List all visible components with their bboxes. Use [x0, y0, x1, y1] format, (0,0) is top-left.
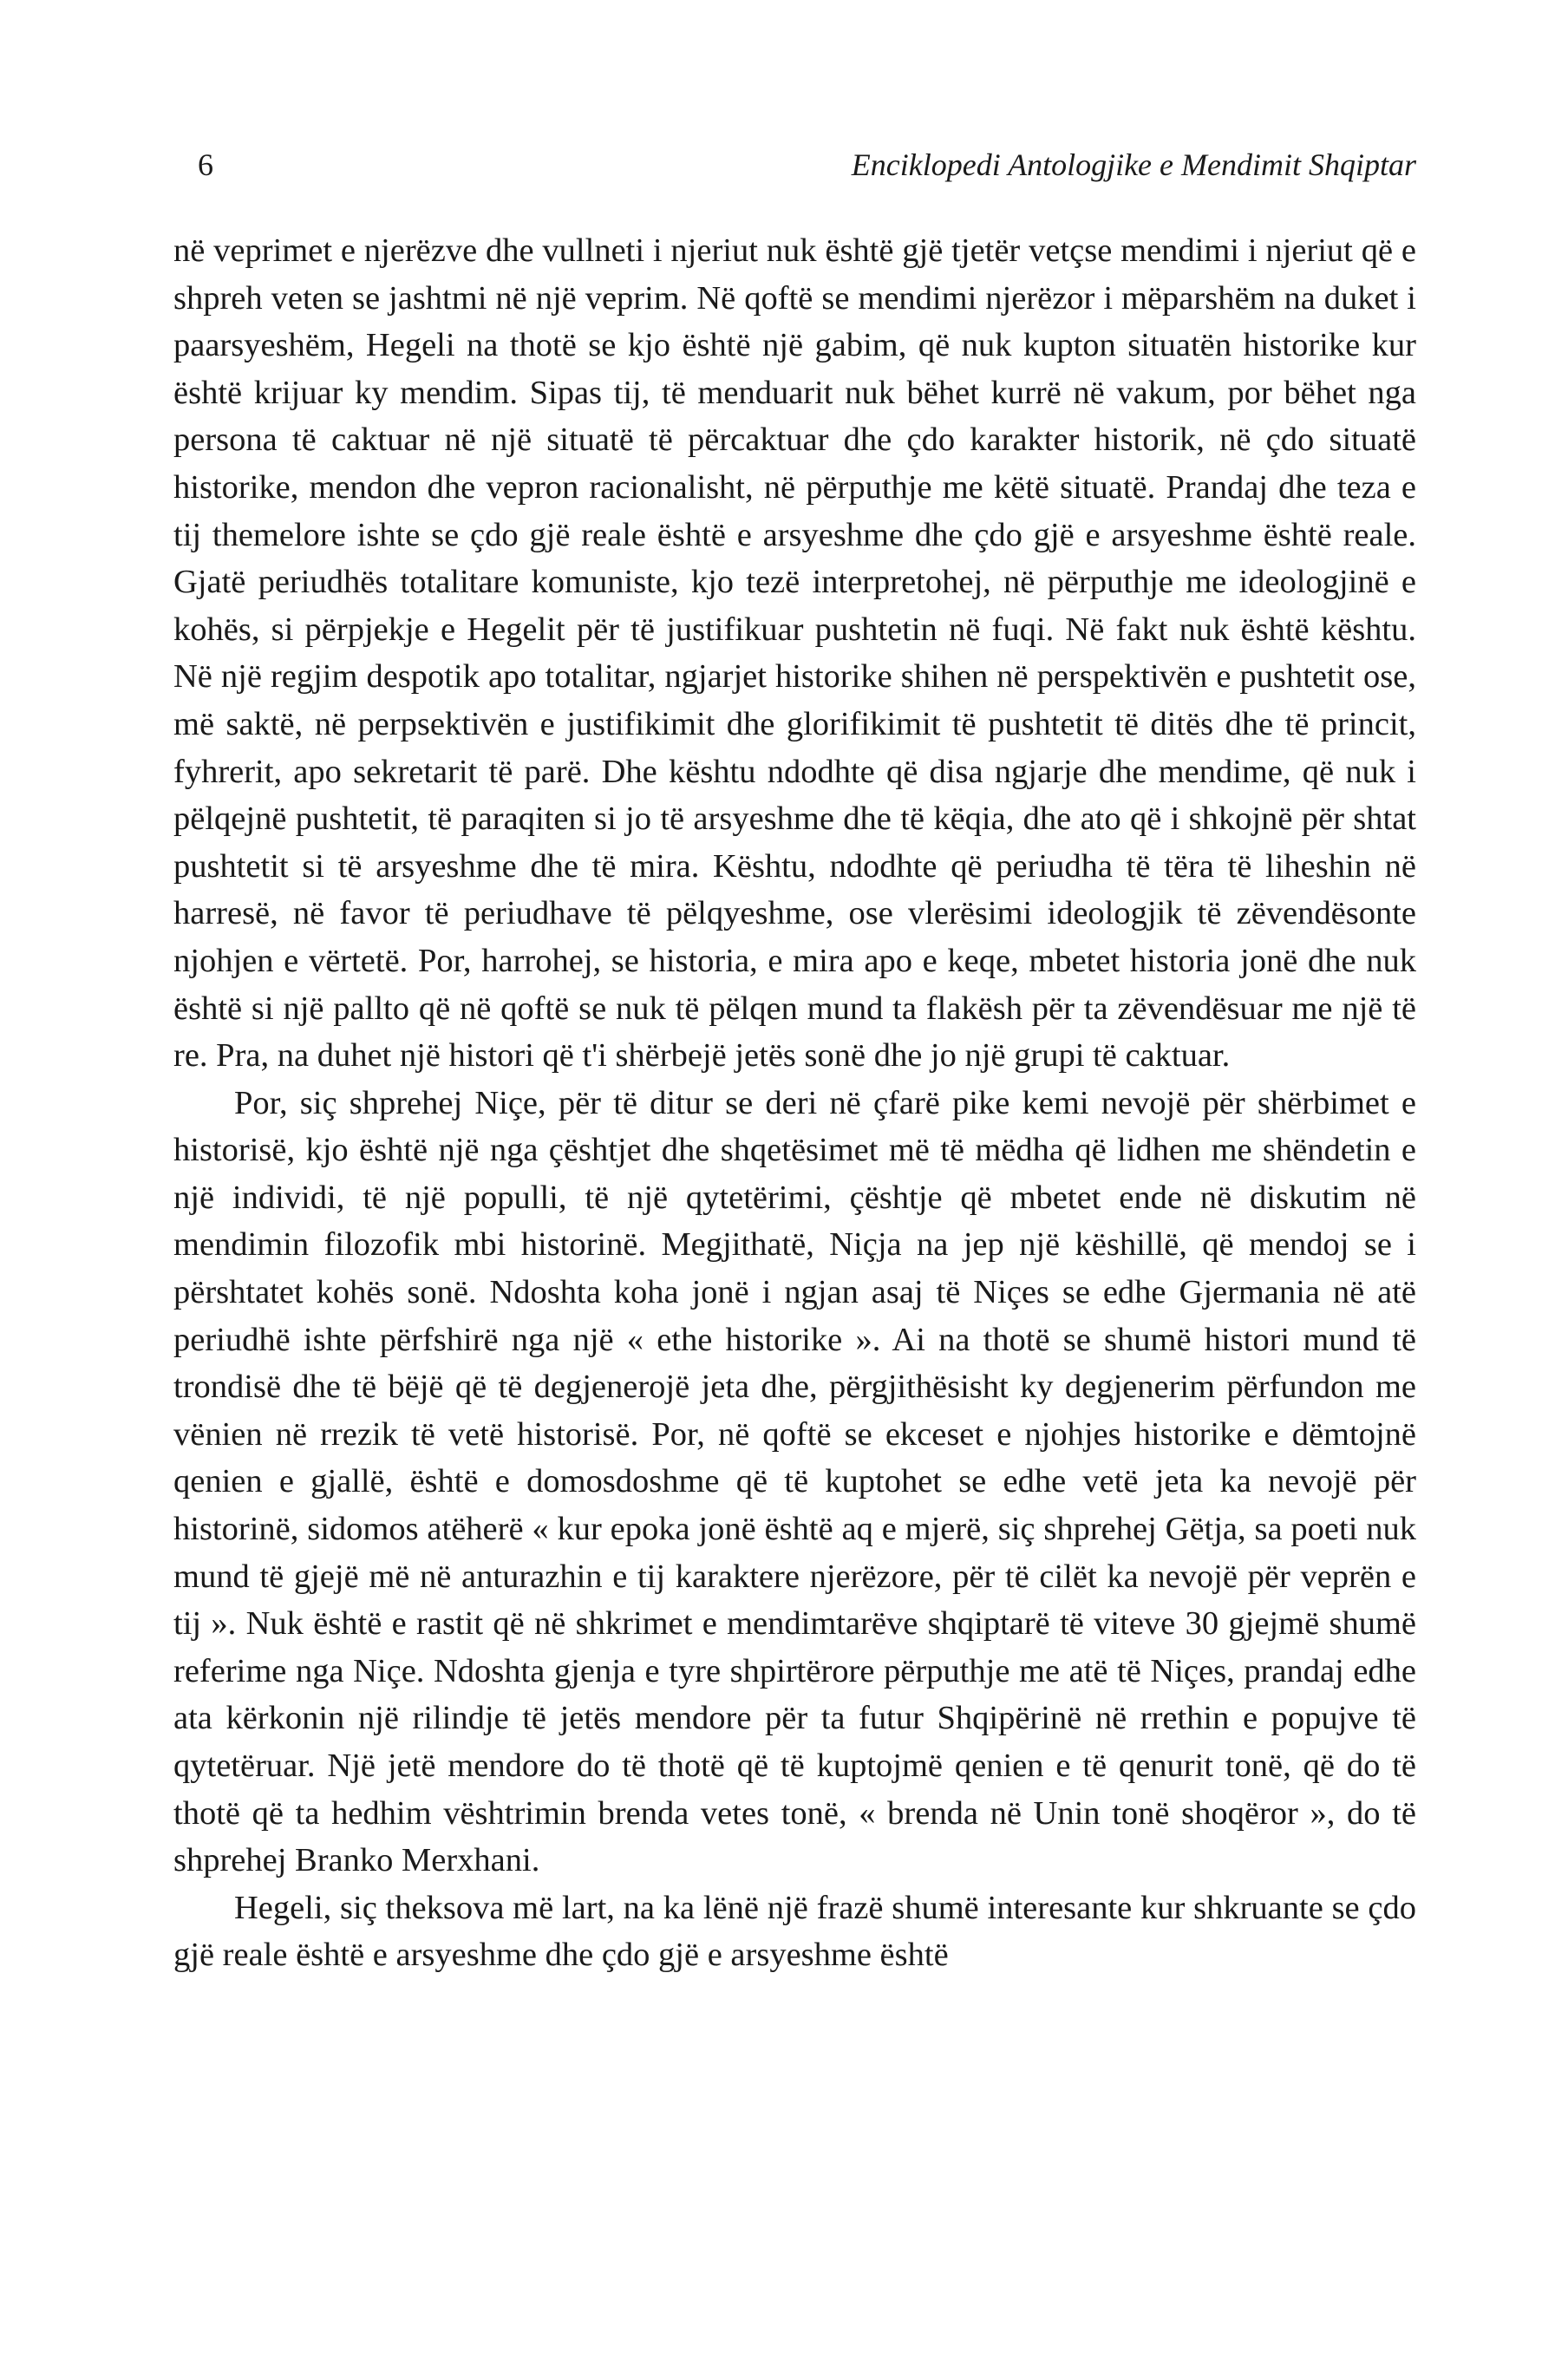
page-number: 6 [198, 147, 213, 182]
paragraph-3: Hegeli, siç theksova më lart, na ka lënë një frazë shumë interesante kur shkruante se çdo gjë reale është e arsyeshme dhe çdo gjë e arsyeshme është [173, 1889, 1416, 1974]
running-head [173, 139, 1416, 191]
running-title: Enciklopedi Antologjike e Mendimit Shqiptar [851, 147, 1416, 182]
paragraph-2: Por, siç shprehej Niçe, për të ditur se deri në çfarë pike kemi nevojë për shërbimet e historisë, kjo është një nga çështjet dhe shqetësimet më të mëdha që lidhen me shëndetin e një individi, të një populli, të një qytetërimi, çështje që mbetet ende në diskutim në mendimin filozofik mbi historinë. Megjithatë, Niçja na jep një këshillë, që mendoj se i përshtatet kohës sonë. Ndoshta koha jonë i ngjan asaj të Niçes se edhe Gjermania në atë periudhë ishte përfshirë nga një « ethe historike ». Ai na thotë se shumë histori mund të trondisë dhe të bëjë që të degjenerojë jeta dhe, përgjithësisht ky degjenerim përfundon me vënien në rrezik të vetë historisë. Por, në qoftë se ekceset e njohjes historike e dëmtojnë qenien e gjallë, është e domosdoshme që të kuptohet se edhe vetë jeta ka nevojë për historinë, sidomos atëherë « kur epoka jonë është aq e mjerë, siç shprehej Gëtja, sa poeti nuk mund të gjejë më në anturazhin e tij karaktere njerëzore, për të cilët ka nevojë për veprën e tij ». Nuk është e rastit që në shkrimet e mendimtarëve shqiptarë të viteve 30 gjejmë shumë referime nga Niçe. Ndoshta gjenja e tyre shpirtërore përputhje me atë të Niçes, prandaj edhe ata kërkonin një rilindje të jetës mendore për ta futur Shqipërinë në rrethin e popujve të qytetëruar. Një jetë mendore do të thotë që të kuptojmë qenien e të qenurit tonë, që do të thotë që ta hedhim vështrimin brenda vetes tonë, « brenda në Unin tonë shoqëror », do të shprehej Branko Merxhani. [173, 1084, 1416, 1879]
body-text [173, 227, 1416, 1979]
paragraph-1: në veprimet e njerëzve dhe vullneti i njeriut nuk është gjë tjetër vetçse mendimi i njeriut që e shpreh veten se jashtmi në një veprim. Në qoftë se mendimi njerëzor i mëparshëm na duket i paarsyeshëm, Hegeli na thotë se kjo është një gabim, që nuk kupton situatën historike kur është krijuar ky mendim. Sipas tij, të menduarit nuk bëhet kurrë në vakum, por bëhet nga persona të caktuar në një situatë të përcaktuar dhe çdo karakter historik, në çdo situatë historike, mendon dhe vepron racionalisht, në përputhje me këtë situatë. Prandaj dhe teza e tij themelore ishte se çdo gjë reale është e arsyeshme dhe çdo gjë e arsyeshme është reale. Gjatë periudhës totalitare komuniste, kjo tezë interpretohej, në përputhje me ideologjinë e kohës, si përpjekje e Hegelit për të justifikuar pushtetin në fuqi. Në fakt nuk është kështu. Në një regjim despotik apo totalitar, ngjarjet historike shihen në perspektivën e pushtetit ose, më saktë, në perpsektivën e justifikimit dhe glorifikimit të pushtetit të ditës dhe të princit, fyhrerit, apo sekretarit të parë. Dhe kështu ndodhte që disa ngjarje dhe mendime, që nuk i pëlqejnë pushtetit, të paraqiten si jo të arsyeshme dhe të këqia, dhe ato që i shkojnë për shtat pushtetit si të arsyeshme dhe të mira. Kështu, ndodhte që periudha të tëra të liheshin në harresë, në favor të periudhave të pëlqyeshme, ose vlerësimi ideologjik të zëvendësonte njohjen e vërtetë. Por, harrohej, se historia, e mira apo e keqe, mbetet historia jonë dhe nuk është si një pallto që në qoftë se nuk të pëlqen mund ta flakësh për ta zëvendësuar me një të re. Pra, na duhet një histori që t'i shërbejë jetës sonë dhe jo një grupi të caktuar. [173, 232, 1416, 1075]
